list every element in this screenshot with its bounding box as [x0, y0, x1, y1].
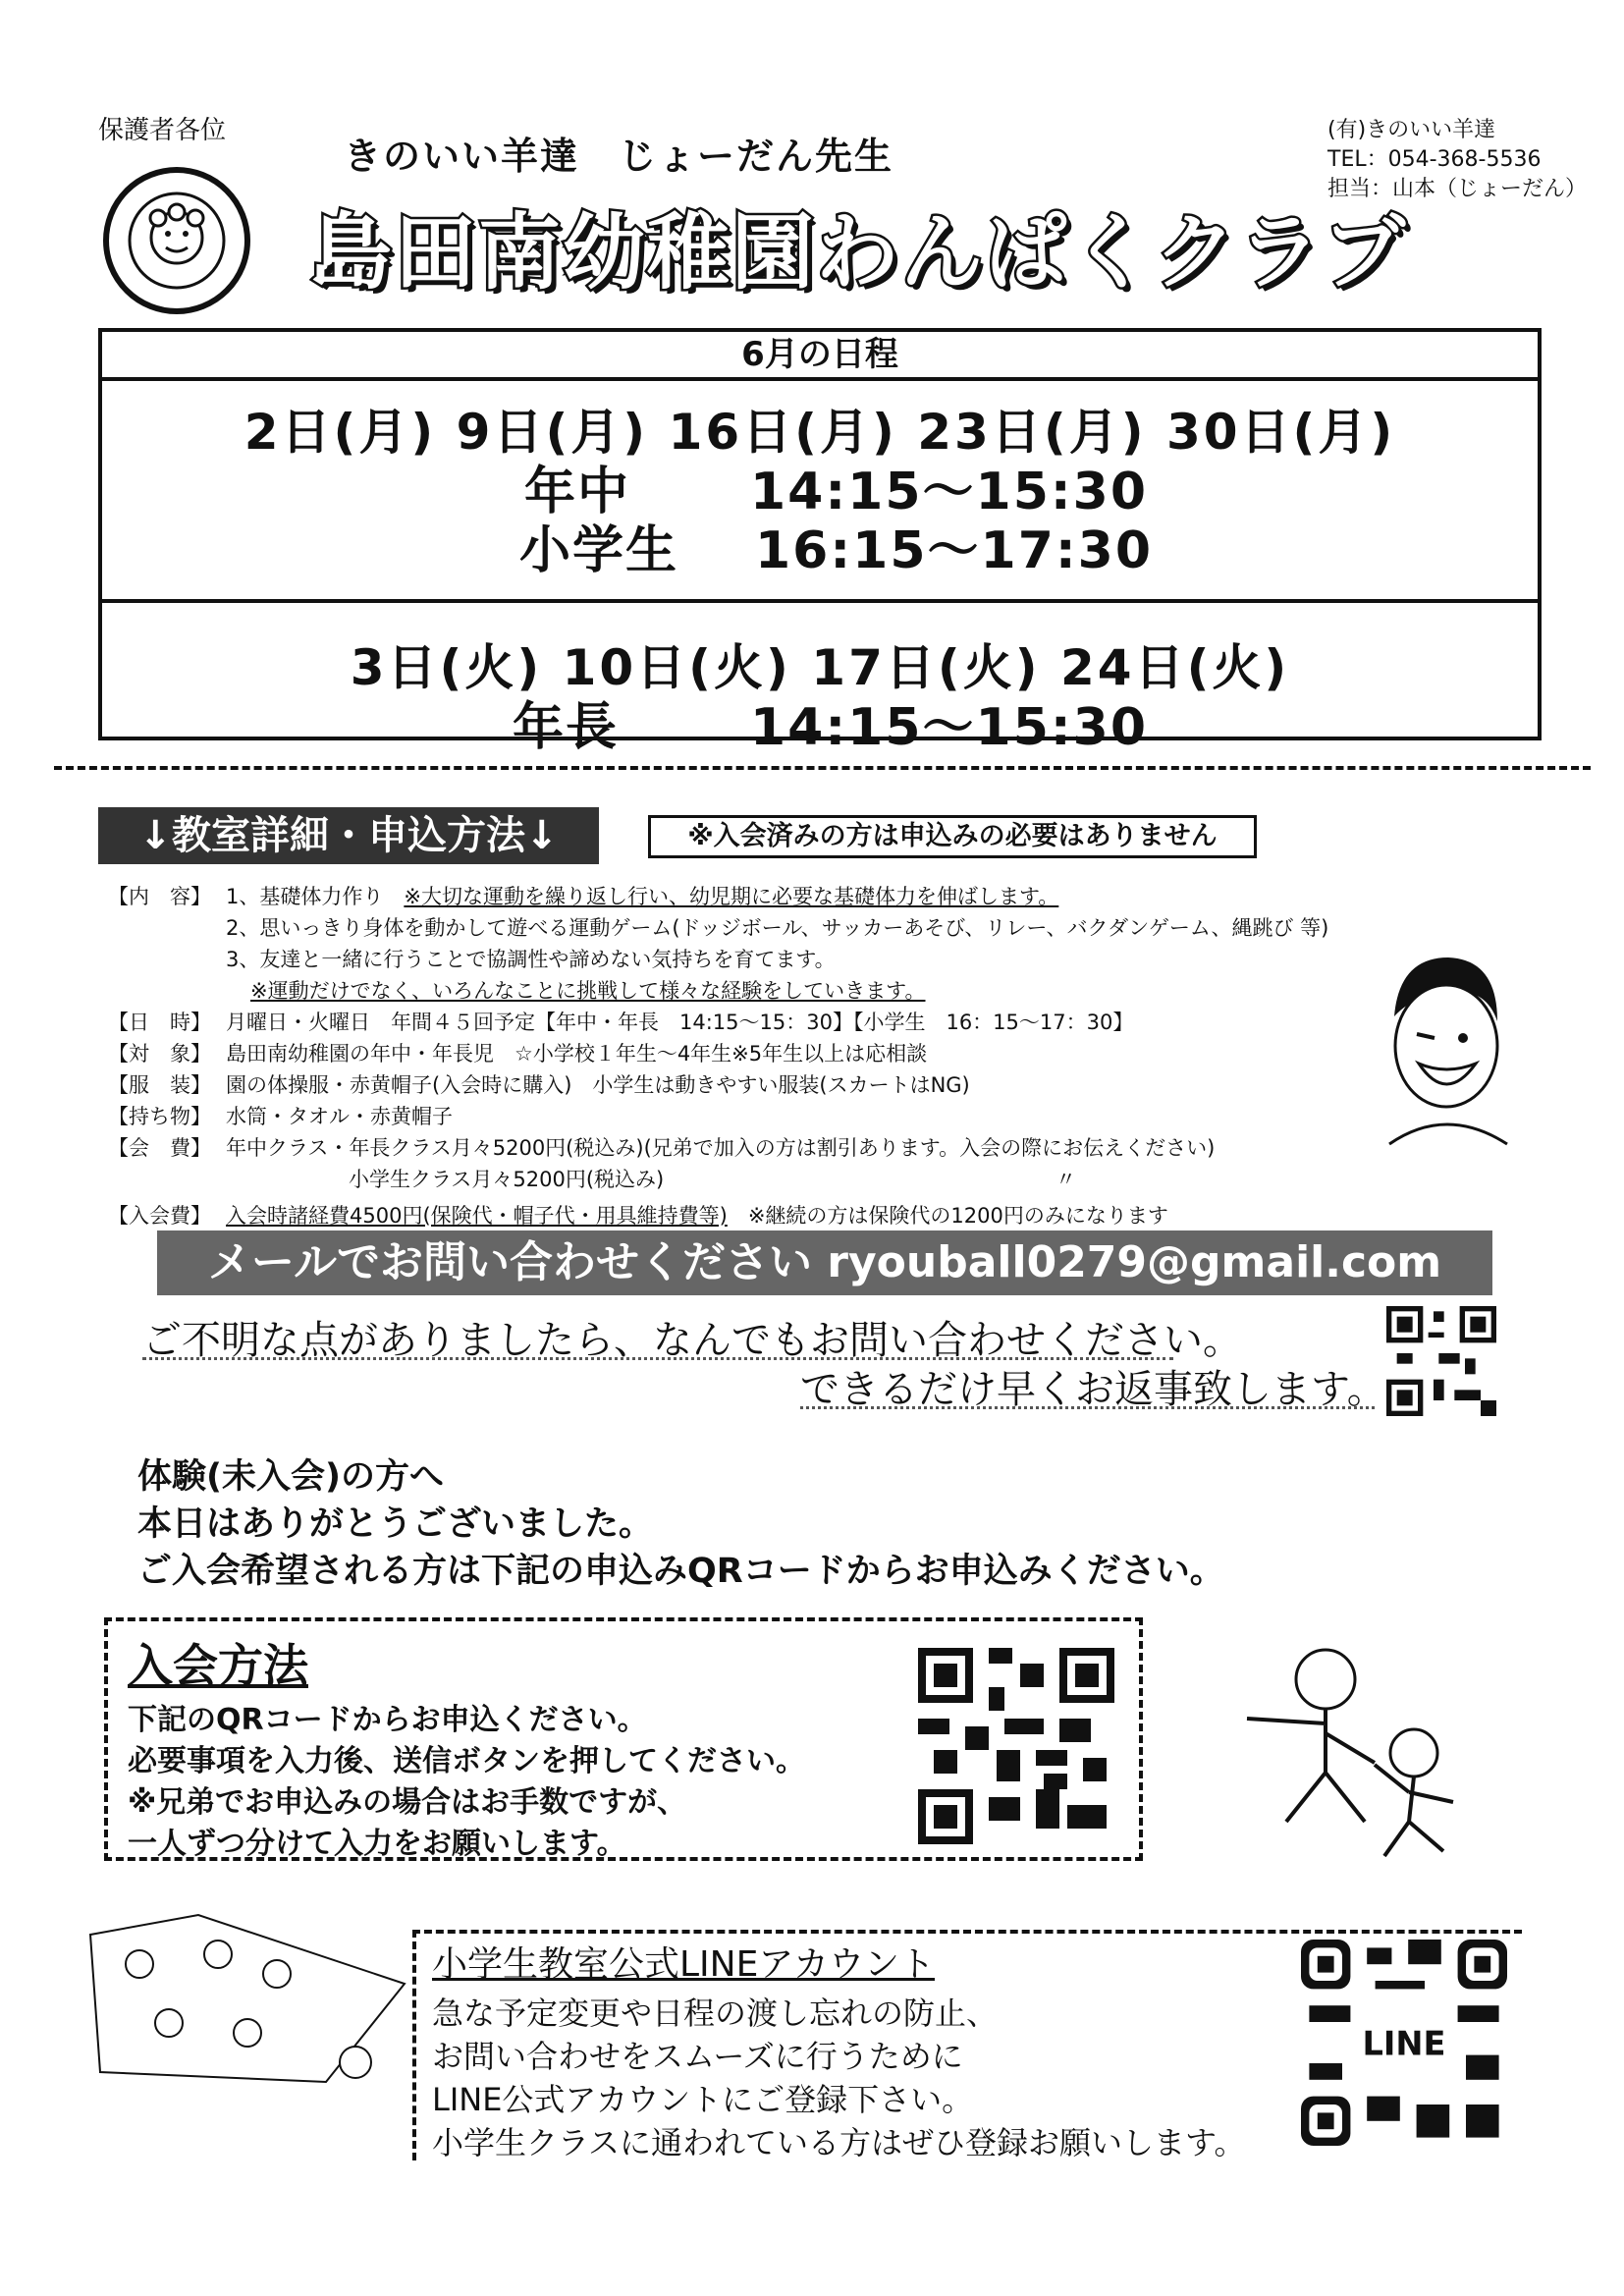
detail-content-2: 2、思いっきり身体を動かして遊べる運動ゲーム(ドッジボール、サッカーあそび、リレー、バクダンゲーム、縄跳び 等): [226, 916, 1329, 940]
teacher-face-illustration: [1370, 948, 1517, 1159]
schedule-heading: 6月の日程: [102, 332, 1538, 381]
tuesday-dates: 3日(火) 10日(火) 17日(火) 24日(火): [350, 639, 1290, 696]
subtitle: きのいい羊達 じょーだん先生: [344, 135, 894, 178]
slot-group: 年中: [524, 463, 631, 521]
line-account-text: 小学生クラスに通われている方はぜひ登録お願いします。: [432, 2124, 1246, 2161]
line-account-text: お問い合わせをスムーズに行うために: [432, 2038, 963, 2075]
playground-illustration: [81, 1895, 414, 2092]
join-line: ※兄弟でお申込みの場合はお手数ですが、: [128, 1785, 687, 1820]
monday-dates: 2日(月) 9日(月) 16日(月) 23日(月) 30日(月): [244, 404, 1396, 461]
company-info: [1327, 116, 1587, 204]
detail-content-3: 3、友達と一緒に行うことで協調性や諦めない気持ちを育てます。: [226, 948, 836, 971]
join-qr-code-icon[interactable]: [918, 1648, 1114, 1844]
mail-qr-code-icon[interactable]: [1386, 1306, 1496, 1416]
section-divider: [54, 766, 1591, 770]
addressee: 保護者各位: [98, 116, 227, 145]
page-title: 島田南幼稚園わんぱくクラブ: [309, 204, 1408, 301]
detail-fee-ditto: 〃: [1056, 1168, 1076, 1191]
join-line: 一人ずつ分けて入力をお願いします。: [128, 1827, 626, 1861]
company-tel: TEL：054-368-5536: [1327, 147, 1542, 172]
club-logo: [103, 167, 250, 314]
slot-group: 小学生: [519, 521, 679, 580]
line-account-title: 小学生教室公式LINEアカウント: [432, 1944, 935, 1985]
dotted-underline: [800, 1406, 1375, 1409]
join-line: 下記のQRコードからお申込ください。: [128, 1703, 647, 1737]
trial-thanks: 本日はありがとうございました。: [137, 1504, 654, 1544]
slot-time: 16:15〜17:30: [755, 521, 1154, 580]
line-qr-code-icon[interactable]: [1301, 1940, 1507, 2146]
running-kids-illustration: [1227, 1635, 1483, 1871]
line-account-text: 急な予定変更や日程の渡し忘れの防止、: [432, 1995, 999, 2032]
detail-target: 【対 象】 島田南幼稚園の年中・年長児 ☆小学校１年生〜4年生※5年生以上は応相談: [108, 1042, 928, 1066]
inquiry-text: ご不明な点がありましたら、なんでもお問い合わせください。: [142, 1318, 1242, 1363]
detail-schedule: 【日 時】 月曜日・火曜日 年間４５回予定【年中・年長 14:15〜15：30】【小学生 16：15〜17：30】: [108, 1011, 1134, 1034]
slot-group: 年長: [513, 698, 620, 757]
detail-items: 【持ち物】 水筒・タオル・赤黄帽子: [108, 1105, 453, 1128]
slot-time: 14:15〜15:30: [750, 698, 1149, 757]
company-name: (有)きのいい羊達: [1327, 118, 1496, 142]
detail-entry-fee: 【入会費】 入会時諸経費4500円(保険代・帽子代・用具維持費等) ※継続の方は保険代の1200円のみになります: [108, 1204, 1168, 1228]
join-title: 入会方法: [128, 1639, 308, 1692]
detail-fee: 【会 費】 年中クラス・年長クラス月々5200円(税込み)(兄弟で加入の方は割引あります。入会の際にお伝えください): [108, 1136, 1216, 1160]
schedule-box: [98, 328, 1542, 757]
schedule-divider: [102, 599, 1538, 603]
slot-time: 14:15〜15:30: [750, 463, 1149, 521]
line-qr-label: LINE: [1362, 2024, 1446, 2063]
join-line: 必要事項を入力後、送信ボタンを押してください。: [128, 1744, 805, 1778]
detail-clothes: 【服 装】 園の体操服・赤黄帽子(入会時に購入) 小学生は動きやすい服装(スカートはNG): [108, 1073, 970, 1097]
trial-instruction: ご入会希望される方は下記の申込みQRコードからお申込みください。: [137, 1552, 1224, 1591]
line-account-text: LINE公式アカウントにご登録下さい。: [432, 2081, 974, 2118]
notice-box: ※入会済みの方は申込みの必要はありません: [648, 815, 1257, 858]
company-contact: 担当：山本（じょーだん）: [1327, 177, 1588, 201]
detail-content: 【内 容】 1、基礎体力作り ※大切な運動を繰り返し行い、幼児期に必要な基礎体力を伸ばします。: [108, 885, 1059, 908]
details-heading: ↓教室詳細・申込方法↓: [98, 807, 599, 864]
trial-heading: 体験(未入会)の方へ: [137, 1457, 444, 1497]
detail-content-note: ※運動だけでなく、いろんなことに挑戦して様々な経験をしていきます。: [250, 979, 926, 1003]
mail-banner[interactable]: メールでお問い合わせください ryouball0279@gmail.com: [157, 1230, 1492, 1295]
reply-text: できるだけ早くお返事致します。: [800, 1367, 1386, 1412]
detail-fee-2: 小学生クラス月々5200円(税込み): [349, 1168, 665, 1191]
